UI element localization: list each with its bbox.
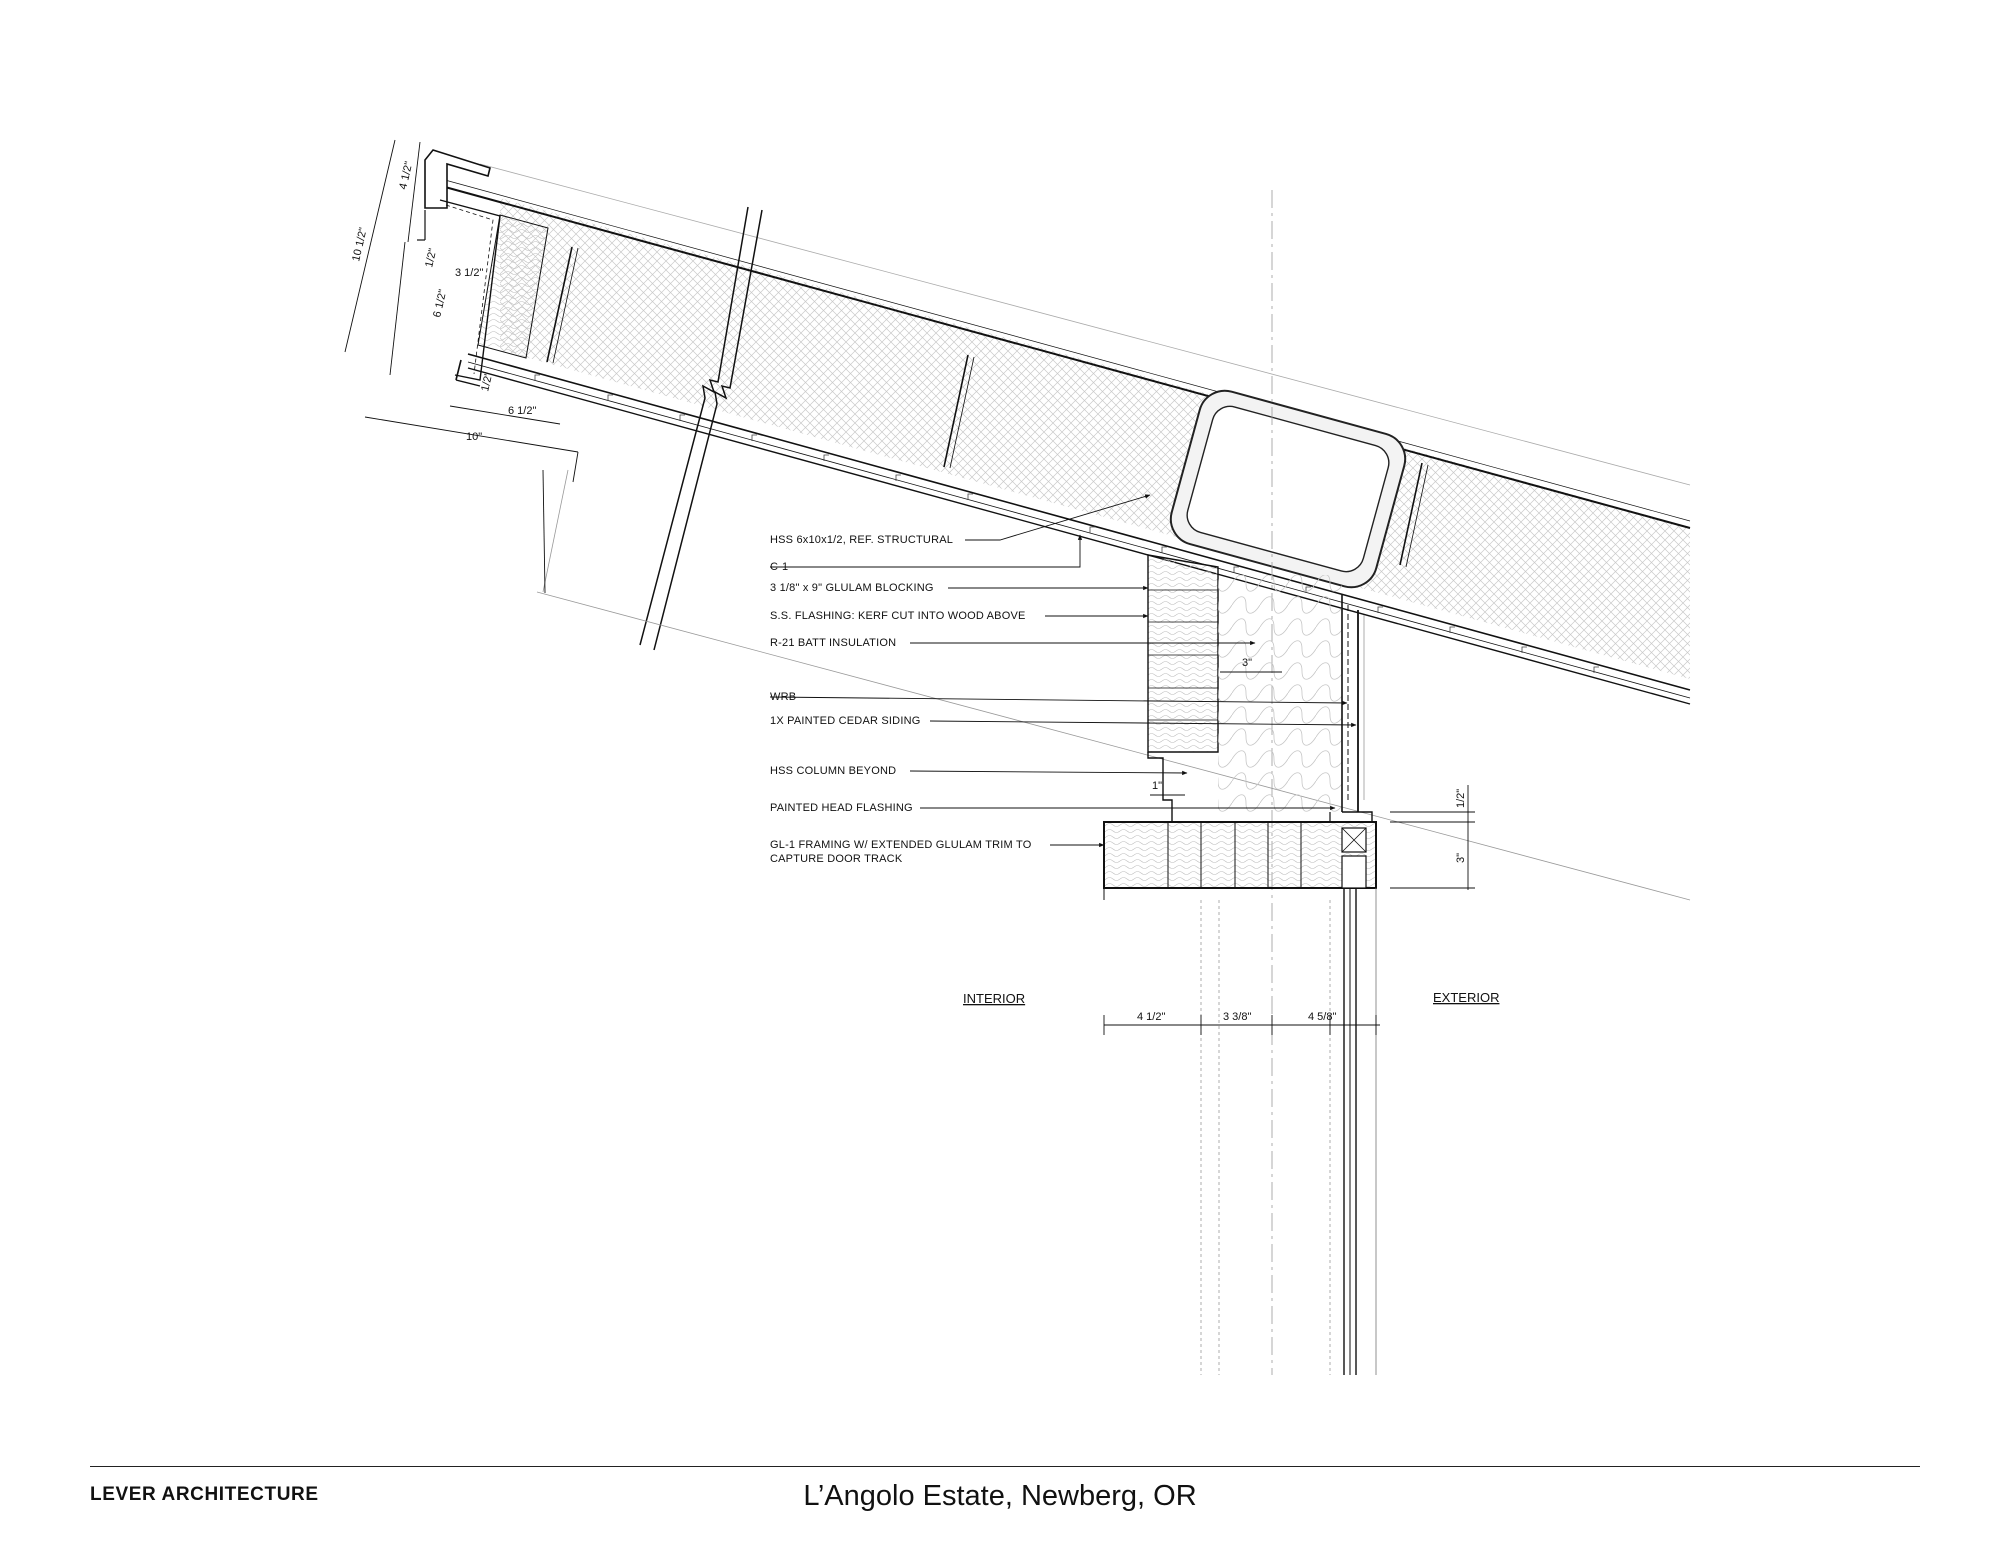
callout-head-flashing: PAINTED HEAD FLASHING <box>770 802 913 814</box>
dim-bottom-c: 4 5/8" <box>1308 1011 1337 1023</box>
project-title: L’Angolo Estate, Newberg, OR <box>803 1480 1197 1512</box>
dim-one-in: 1" <box>1152 780 1163 792</box>
dim-top: 4 1/2" <box>397 160 416 191</box>
callout-cedar-siding: 1X PAINTED CEDAR SIDING <box>770 715 921 727</box>
callout-c1: C-1 <box>770 561 789 573</box>
firm-name: LEVER ARCHITECTURE <box>90 1484 319 1505</box>
dim-ten: 10" <box>466 431 483 443</box>
roof-assembly <box>445 164 1690 704</box>
dim-half-right: 1/2" <box>1455 788 1467 808</box>
callout-wrb: WRB <box>770 691 797 703</box>
callout-door-track: CAPTURE DOOR TRACK <box>770 853 903 865</box>
callout-hss-beam: HSS 6x10x1/2, REF. STRUCTURAL <box>770 534 954 546</box>
roof-insulation-fill <box>500 198 1690 679</box>
dim-overall-height: 10 1/2" <box>350 226 370 263</box>
dim-bottom-b: 3 3/8" <box>1223 1011 1252 1023</box>
dim-three-in: 3" <box>1242 657 1253 669</box>
door-glazing <box>1104 888 1376 1375</box>
gl1-framing <box>1104 822 1376 888</box>
batt-insulation <box>1218 575 1342 812</box>
dim-six-half-v: 6 1/2" <box>431 288 450 319</box>
dim-half-b: 1/2" <box>479 371 496 393</box>
callout-glulam-blocking: 3 1/8" x 9" GLULAM BLOCKING <box>770 582 934 594</box>
hss-beam <box>1165 385 1411 593</box>
dim-half-a: 1/2" <box>423 247 440 269</box>
interior-label: INTERIOR <box>963 991 1026 1006</box>
callout-gl1-framing: GL-1 FRAMING W/ EXTENDED GLULAM TRIM TO <box>770 839 1032 851</box>
footer-divider <box>90 1466 1920 1467</box>
dim-three-half: 3 1/2" <box>455 267 484 279</box>
callout-batt-insulation: R-21 BATT INSULATION <box>770 637 897 649</box>
dim-bottom-a: 4 1/2" <box>1137 1011 1166 1023</box>
exterior-label: EXTERIOR <box>1433 990 1500 1005</box>
callout-ss-flashing: S.S. FLASHING: KERF CUT INTO WOOD ABOVE <box>770 610 1026 622</box>
room-labels <box>963 990 1499 1006</box>
callout-hss-column: HSS COLUMN BEYOND <box>770 765 897 777</box>
dim-six-half-h: 6 1/2" <box>508 405 537 417</box>
dim-three-right: 3" <box>1455 852 1467 863</box>
